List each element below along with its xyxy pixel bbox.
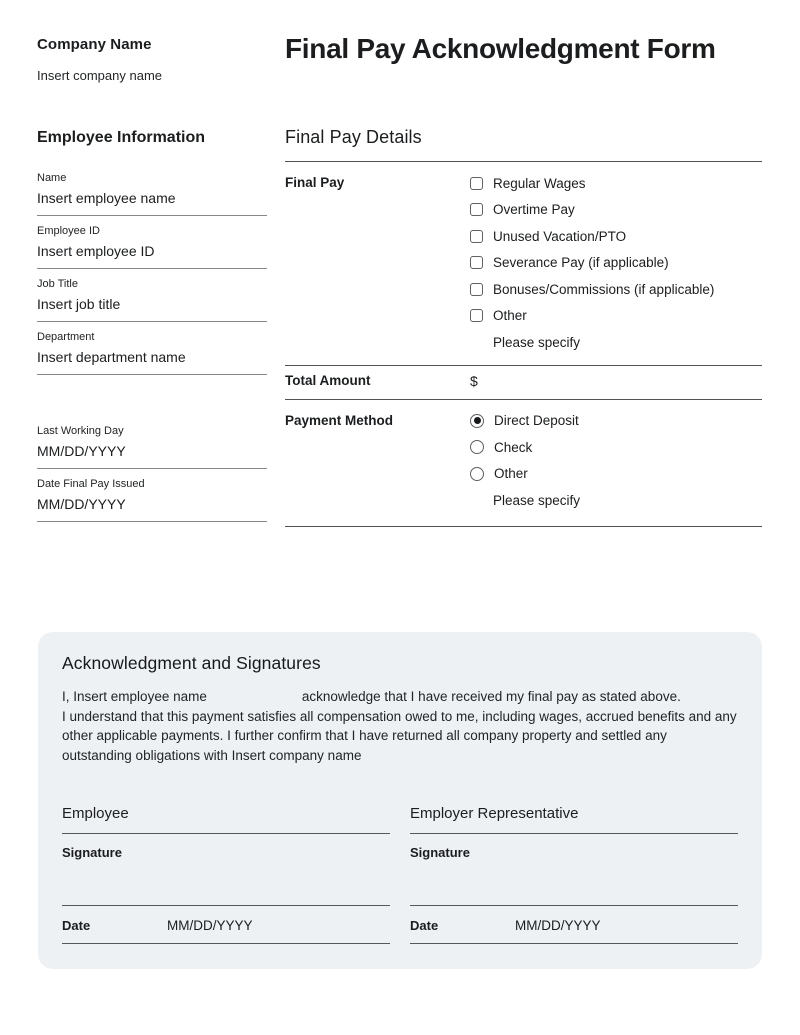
radio-selected-icon[interactable] — [470, 414, 484, 428]
employer-signature-label: Signature — [410, 844, 470, 860]
name-input[interactable]: Insert employee name — [37, 190, 176, 206]
employee-date-row — [62, 918, 390, 944]
final-pay-details-section — [285, 127, 762, 531]
checkbox-option-overtime-pay[interactable] — [470, 197, 762, 224]
employee-information-heading: Employee Information — [37, 129, 206, 146]
employee-date-input[interactable]: MM/DD/YYYY — [167, 917, 253, 933]
employee-information-section — [37, 127, 267, 531]
final-pay-details-heading: Final Pay Details — [285, 127, 762, 162]
payment-method-label: Payment Method — [285, 412, 394, 428]
acknowledgment-paragraph — [62, 687, 738, 766]
last-working-day-input[interactable]: MM/DD/YYYY — [37, 443, 126, 459]
last-working-day-label: Last Working Day — [37, 425, 124, 437]
payment-method-options — [470, 408, 762, 514]
ack-line1-prefix: I, — [62, 689, 70, 704]
employee-signature-input[interactable] — [62, 860, 390, 906]
job-title-field[interactable] — [37, 278, 267, 322]
department-label: Department — [37, 331, 95, 343]
checkbox-icon[interactable] — [470, 256, 483, 269]
ack-employee-name-input[interactable]: Insert employee name — [73, 689, 207, 704]
final-pay-row — [285, 162, 762, 366]
checkbox-icon[interactable] — [470, 309, 483, 322]
employee-role-heading: Employee — [62, 805, 390, 834]
final-pay-label: Final Pay — [285, 175, 345, 190]
radio-option-label: Check — [494, 439, 533, 455]
department-input[interactable]: Insert department name — [37, 349, 186, 365]
employee-signature-block — [62, 805, 390, 944]
radio-option-direct-deposit[interactable] — [470, 408, 762, 435]
department-field[interactable] — [37, 331, 267, 375]
checkbox-option-severance-pay[interactable] — [470, 250, 762, 277]
checkbox-option-label: Unused Vacation/PTO — [493, 228, 627, 244]
employee-signature-label: Signature — [62, 844, 122, 860]
payment-method-row — [285, 400, 762, 527]
checkbox-option-regular-wages[interactable] — [470, 170, 762, 197]
checkbox-option-label: Overtime Pay — [493, 202, 575, 218]
employer-date-row — [410, 918, 738, 944]
checkbox-icon[interactable] — [470, 230, 483, 243]
date-final-pay-issued-field[interactable] — [37, 478, 267, 522]
total-amount-label: Total Amount — [285, 372, 371, 388]
checkbox-option-unused-vacation-pto[interactable] — [470, 223, 762, 250]
date-final-pay-issued-input[interactable]: MM/DD/YYYY — [37, 496, 126, 512]
checkbox-option-label: Other — [493, 308, 527, 324]
checkbox-option-label: Severance Pay (if applicable) — [493, 255, 669, 271]
employee-fields — [37, 172, 267, 522]
radio-option-label: Direct Deposit — [494, 413, 579, 429]
employee-id-label: Employee ID — [37, 225, 100, 237]
employee-id-input[interactable]: Insert employee ID — [37, 243, 155, 259]
job-title-label: Job Title — [37, 278, 78, 290]
checkbox-option-label: Regular Wages — [493, 175, 586, 191]
checkbox-option-bonuses-commissions[interactable] — [470, 276, 762, 303]
checkbox-icon[interactable] — [470, 203, 483, 216]
employer-role-heading: Employer Representative — [410, 805, 738, 834]
date-final-pay-issued-label: Date Final Pay Issued — [37, 478, 145, 490]
ack-body-text: I understand that this payment satisfies all compensation owed to me, including wages, accrued benefits and any other applicable payments. I further confirm that I have returned all company property and settled any outstanding obligations with — [62, 708, 737, 764]
radio-icon[interactable] — [470, 467, 484, 481]
page-title: Final Pay Acknowledgment Form — [285, 33, 716, 64]
checkbox-option-label: Bonuses/Commissions (if applicable) — [493, 281, 715, 297]
total-amount-input[interactable]: $ — [470, 372, 478, 389]
company-name-input[interactable]: Insert company name — [37, 68, 163, 83]
payment-method-please-specify-input[interactable]: Please specify — [493, 492, 581, 508]
checkbox-icon[interactable] — [470, 283, 483, 296]
final-pay-options — [470, 170, 762, 356]
radio-option-label: Other — [494, 466, 528, 482]
checkbox-icon[interactable] — [470, 177, 483, 190]
signatures-grid — [62, 805, 738, 944]
checkbox-option-other[interactable] — [470, 303, 762, 330]
employee-id-field[interactable] — [37, 225, 267, 269]
name-label: Name — [37, 172, 67, 184]
employer-signature-block — [410, 805, 738, 944]
employee-date-label: Date — [62, 917, 91, 933]
radio-icon[interactable] — [470, 440, 484, 454]
acknowledgment-heading: Acknowledgment and Signatures — [62, 653, 321, 673]
form-header — [37, 33, 762, 83]
form-body — [37, 127, 762, 531]
employer-signature-input[interactable] — [410, 860, 738, 906]
job-title-input[interactable]: Insert job title — [37, 296, 121, 312]
employment-dates-group — [37, 425, 267, 522]
ack-line1-suffix: acknowledge that I have received my final pay as stated above. — [301, 689, 681, 704]
company-name-label: Company Name — [37, 36, 152, 53]
company-block — [37, 36, 267, 83]
employer-date-input[interactable]: MM/DD/YYYY — [515, 917, 601, 933]
radio-option-check[interactable] — [470, 434, 762, 461]
total-amount-row — [285, 366, 762, 400]
ack-company-name-input[interactable]: Insert company name — [231, 748, 362, 764]
radio-option-other[interactable] — [470, 461, 762, 488]
final-pay-please-specify-input[interactable]: Please specify — [493, 334, 581, 350]
employer-date-label: Date — [410, 917, 439, 933]
last-working-day-field[interactable] — [37, 425, 267, 469]
name-field[interactable] — [37, 172, 267, 216]
acknowledgment-signatures-section — [38, 632, 762, 969]
